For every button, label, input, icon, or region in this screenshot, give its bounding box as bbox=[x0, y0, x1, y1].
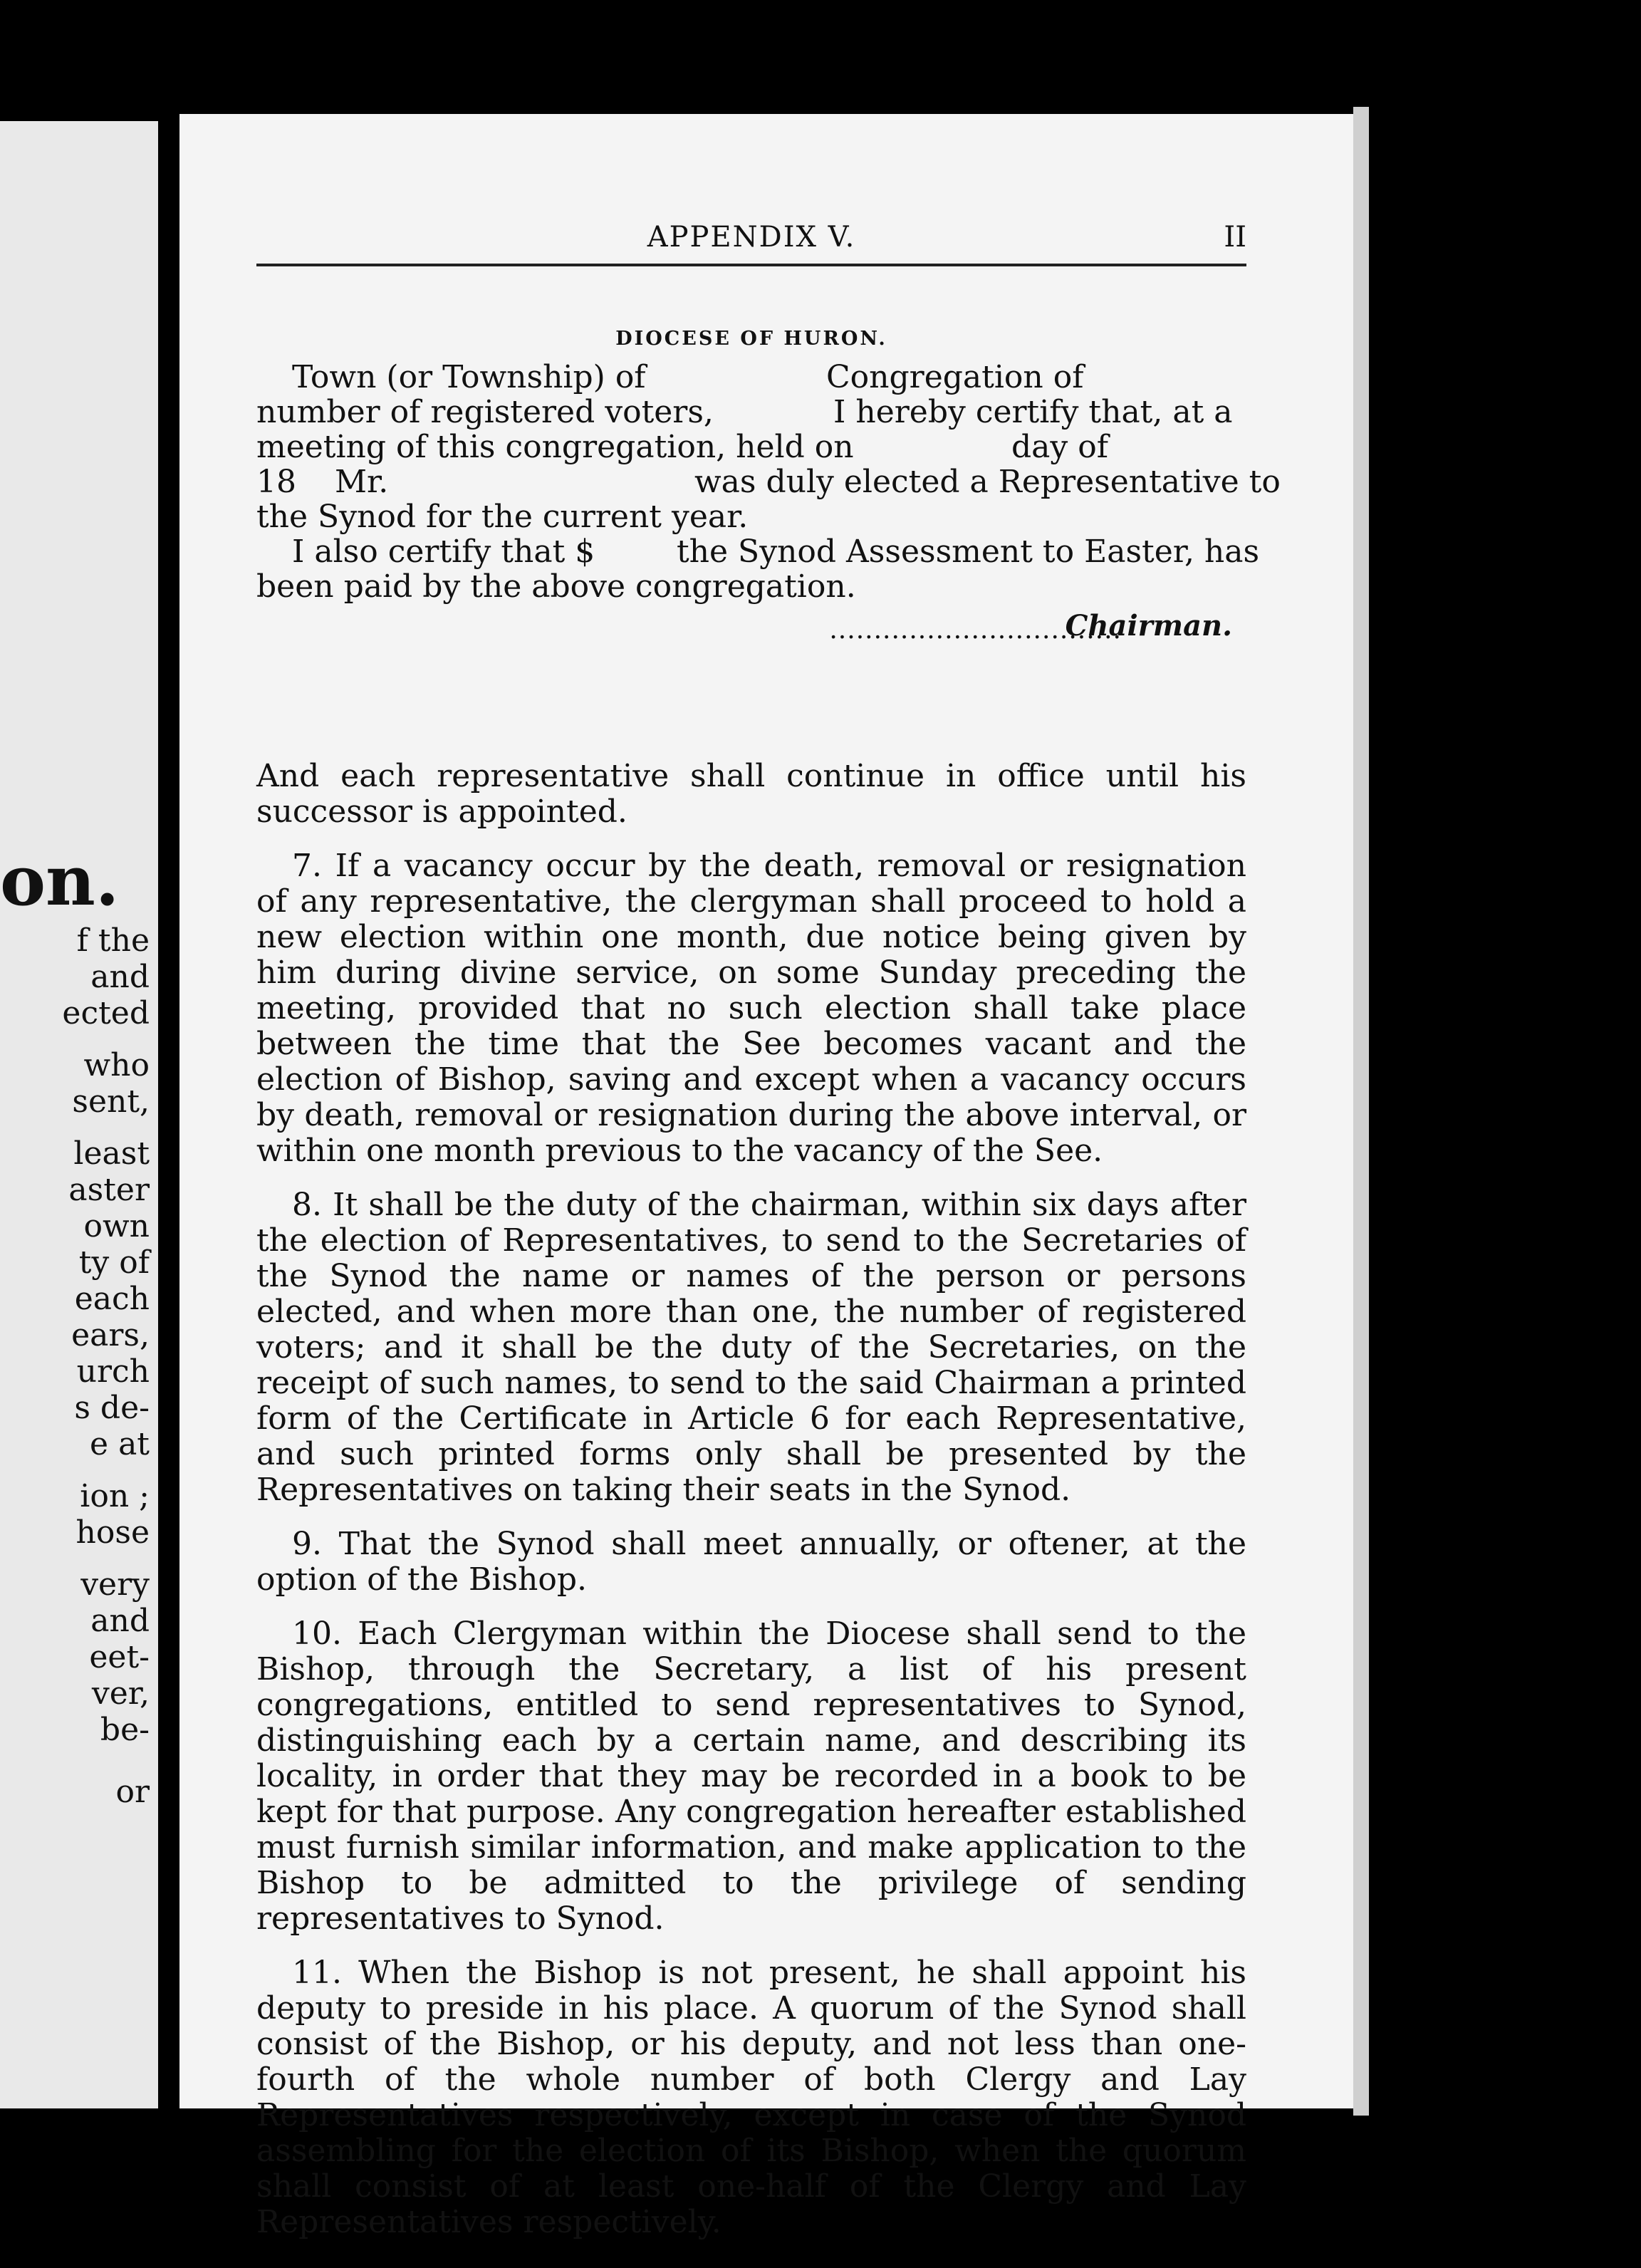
left-fragment: s de- bbox=[74, 1390, 150, 1426]
form-line bbox=[256, 499, 1246, 534]
left-fragment: own bbox=[83, 1208, 150, 1244]
document-page bbox=[179, 114, 1353, 2240]
left-fragment: hose bbox=[75, 1514, 150, 1551]
form-line bbox=[256, 430, 1246, 464]
left-fragment: ected bbox=[62, 995, 150, 1031]
book-gutter bbox=[158, 114, 179, 2116]
left-fragment: urch bbox=[76, 1353, 150, 1390]
form-elected: was duly elected a Representative to bbox=[694, 464, 1281, 500]
form-line bbox=[256, 360, 1246, 395]
article-10: 10. Each Clergyman within the Diocese shall send to the Bishop, through the Secretary, a list of his present congregations, entitled to send representatives to Synod, distinguishing each by a certain name, and describing its locality, in order that they may be recorded in a book to be kept for that purpose. Any congregation hereafter established must furnish similar information, and make application to the Bishop to be admitted to the privilege of sending representatives to Synod. bbox=[256, 1616, 1246, 1937]
left-fragment: eet- bbox=[89, 1639, 150, 1675]
left-fragment: least bbox=[73, 1135, 150, 1172]
page-edge bbox=[1353, 107, 1369, 2116]
article-8: 8. It shall be the duty of the chairman, within six days after the election of Representatives, to send to the Secretaries of the Synod the name or names of the person or persons elected, and when more than one, the number of registered voters; and it shall be the duty of the Secretaries, on the receipt of such names, to send to the said Chairman a printed form of the Certificate in Article 6 for each Representative, and such printed forms only shall be presented by the Representatives on taking their seats in the Synod. bbox=[256, 1187, 1246, 1508]
certificate-form bbox=[256, 359, 1281, 645]
left-fragment: very bbox=[80, 1566, 150, 1603]
left-fragment: each bbox=[74, 1281, 150, 1317]
article-11: 11. When the Bishop is not present, he shall appoint his deputy to preside in his place. A quorum of the Synod shall consist of the Bishop, or his deputy, and not less than one-fourth of the whole number of both Clergy and Lay Representatives respectively, except in case of the Synod assembling for the election of its Bishop, when the quorum shall consist of at least one-half of the Clergy and Lay Representatives respectively. bbox=[256, 1955, 1246, 2240]
left-fragment: f the bbox=[76, 922, 150, 959]
signature-line bbox=[256, 604, 1246, 643]
running-header bbox=[256, 221, 1246, 266]
left-fragment: and bbox=[90, 1603, 150, 1639]
left-fragment: ion ; bbox=[80, 1478, 150, 1514]
left-page-fragment bbox=[0, 121, 158, 2108]
form-also-certify: I also certify that $ bbox=[292, 534, 595, 570]
diocese-title: DIOCESE OF HURON. bbox=[615, 328, 887, 350]
left-fragment: ears, bbox=[71, 1317, 150, 1353]
form-synod-year: the Synod for the current year. bbox=[256, 499, 749, 535]
article-7: 7. If a vacancy occur by the death, removal or resignation of any representative, the clergyman shall proceed to hold a new election within one month, due notice being given by him during divine service, on some Sunday preceding the meeting, provided that no such election shall take place between the time that the See becomes vacant and the election of Bishop, saving and except when a vacancy occurs by death, removal or resignation during the above interval, or within one month previous to the vacancy of the See. bbox=[256, 848, 1246, 1169]
running-title: APPENDIX V. bbox=[647, 221, 856, 254]
articles-body bbox=[256, 759, 1246, 2259]
left-fragment: and bbox=[90, 959, 150, 995]
form-day-of: day of bbox=[1011, 429, 1109, 465]
form-year-prefix: 18 bbox=[256, 464, 296, 500]
form-congregation: Congregation of bbox=[826, 359, 1084, 395]
left-fragment: sent, bbox=[72, 1083, 150, 1120]
form-certify: I hereby certify that, at a bbox=[833, 394, 1233, 430]
form-voters: number of registered voters, bbox=[256, 394, 714, 430]
form-assessment: the Synod Assessment to Easter, has bbox=[677, 534, 1260, 570]
chairman-label: Chairman. bbox=[1065, 609, 1232, 643]
article-9: 9. That the Synod shall meet annually, or oftener, at the option of the Bishop. bbox=[256, 1526, 1246, 1598]
form-line bbox=[256, 569, 1246, 604]
left-fragment: be- bbox=[100, 1712, 150, 1748]
left-page-heading-fragment: on. bbox=[0, 841, 120, 921]
form-line bbox=[256, 534, 1260, 570]
left-fragment: ty of bbox=[78, 1244, 150, 1281]
left-fragment: or bbox=[115, 1774, 150, 1810]
form-meeting: meeting of this congregation, held on bbox=[256, 429, 854, 465]
left-fragment: aster bbox=[68, 1172, 150, 1208]
left-fragment: who bbox=[83, 1047, 150, 1083]
left-fragment: ver, bbox=[91, 1675, 150, 1712]
form-line bbox=[256, 395, 1246, 430]
form-mr: Mr. bbox=[335, 464, 389, 500]
left-fragment: e at bbox=[90, 1426, 150, 1462]
page-number: II bbox=[1224, 221, 1246, 254]
continue-paragraph: And each representative shall continue in office until his successor is appointed. bbox=[256, 758, 1246, 830]
form-line bbox=[256, 464, 1281, 500]
form-paid: been paid by the above congregation. bbox=[256, 568, 856, 605]
form-town: Town (or Township) of bbox=[292, 359, 646, 395]
signature-dots: ................................. bbox=[829, 615, 1122, 645]
